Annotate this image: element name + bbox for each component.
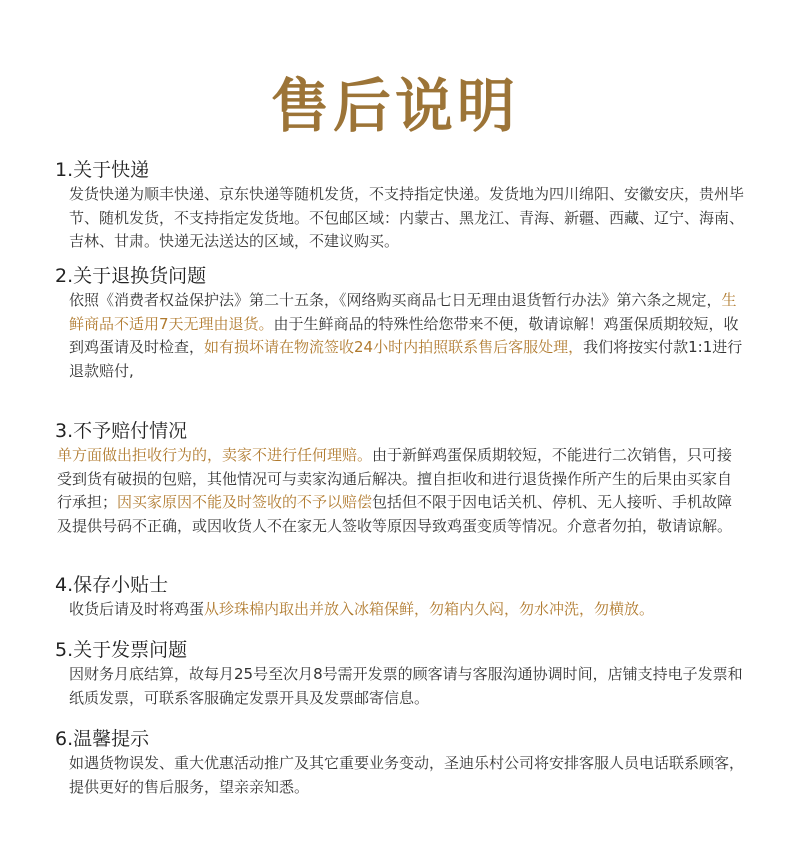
highlight-text: 如有损坏请在物流签收24小时内拍照联系售后客服处理， bbox=[204, 338, 584, 356]
section-no-compensation bbox=[55, 418, 745, 538]
page-title: 售后说明 bbox=[270, 72, 519, 140]
section-reminder bbox=[55, 726, 745, 799]
section-body bbox=[55, 598, 745, 622]
section-heading: 3.不予赔付情况 bbox=[55, 420, 188, 442]
body-text: 包括但不限于因电话关机、停机、无人接听、手机故障及提供号码不正确，或因收货人不在家无人签收等原因导致鸡蛋变质等情况。介意者勿拍，敬请谅解。 bbox=[57, 493, 733, 535]
body-text: 如遇货物误发、重大优惠活动推广及其它重要业务变动，圣迪乐村公司将安排客服人员电话联系顾客，提供更好的售后服务，望亲亲知悉。 bbox=[69, 754, 745, 796]
highlight-text: 因买家原因不能及时签收的不予以赔偿 bbox=[117, 493, 373, 511]
highlight-text: 生鲜商品不适用7天无理由退货。 bbox=[69, 291, 737, 333]
body-text: 由于新鲜鸡蛋保质期较短，不能进行二次销售，只可接受到货有破损的包赔，其他情况可与卖家沟通后解决。擅自拒收和进行退货操作所产生的后果由买家自行承担； bbox=[57, 446, 733, 511]
body-text: 收货后请及时将鸡蛋 bbox=[69, 600, 205, 618]
body-text: 因财务月底结算，故每月25号至次月8号需开发票的顾客请与客服沟通协调时间，店铺支持电子发票和纸质发票，可联系客服确定发票开具及发票邮寄信息。 bbox=[69, 665, 743, 707]
body-text: 我们将按实付款1:1进行退款赔付, bbox=[69, 338, 743, 380]
section-body bbox=[55, 183, 745, 254]
body-text: 依照《消费者权益保护法》第二十五条，《网络购买商品七日无理由退货暂行办法》第六条之规定， bbox=[69, 291, 722, 309]
section-invoice bbox=[55, 637, 745, 710]
highlight-text: 从珍珠棉内取出并放入冰箱保鲜，勿箱内久闷，勿水冲洗，勿横放。 bbox=[204, 600, 655, 618]
body-text: 由于生鲜商品的特殊性给您带来不便，敬请谅解！鸡蛋保质期较短，收到鸡蛋请及时检查， bbox=[69, 314, 739, 356]
section-heading: 1.关于快递 bbox=[55, 159, 150, 181]
section-returns bbox=[55, 263, 745, 383]
section-delivery bbox=[55, 157, 745, 254]
section-heading: 2.关于退换货问题 bbox=[55, 265, 207, 287]
section-heading: 4.保存小贴士 bbox=[55, 574, 169, 596]
body-text: 发货快递为顺丰快递、京东快递等随机发货，不支持指定快递。发货地为四川绵阳、安徽安庆，贵州毕节、随机发货，不支持指定发货地。不包邮区域：内蒙古、黑龙江、青海、新疆、西藏、辽宁、海南、吉林、甘肃。快递无法送达的区域，不建议购买。 bbox=[69, 185, 745, 250]
section-heading: 5.关于发票问题 bbox=[55, 639, 188, 661]
section-body bbox=[55, 663, 745, 710]
section-body bbox=[55, 752, 745, 799]
section-storage-tips bbox=[55, 572, 745, 622]
section-body bbox=[55, 444, 745, 538]
section-body bbox=[55, 289, 745, 383]
section-heading: 6.温馨提示 bbox=[55, 728, 150, 750]
highlight-text: 单方面做出拒收行为的，卖家不进行任何理赔。 bbox=[57, 446, 373, 464]
